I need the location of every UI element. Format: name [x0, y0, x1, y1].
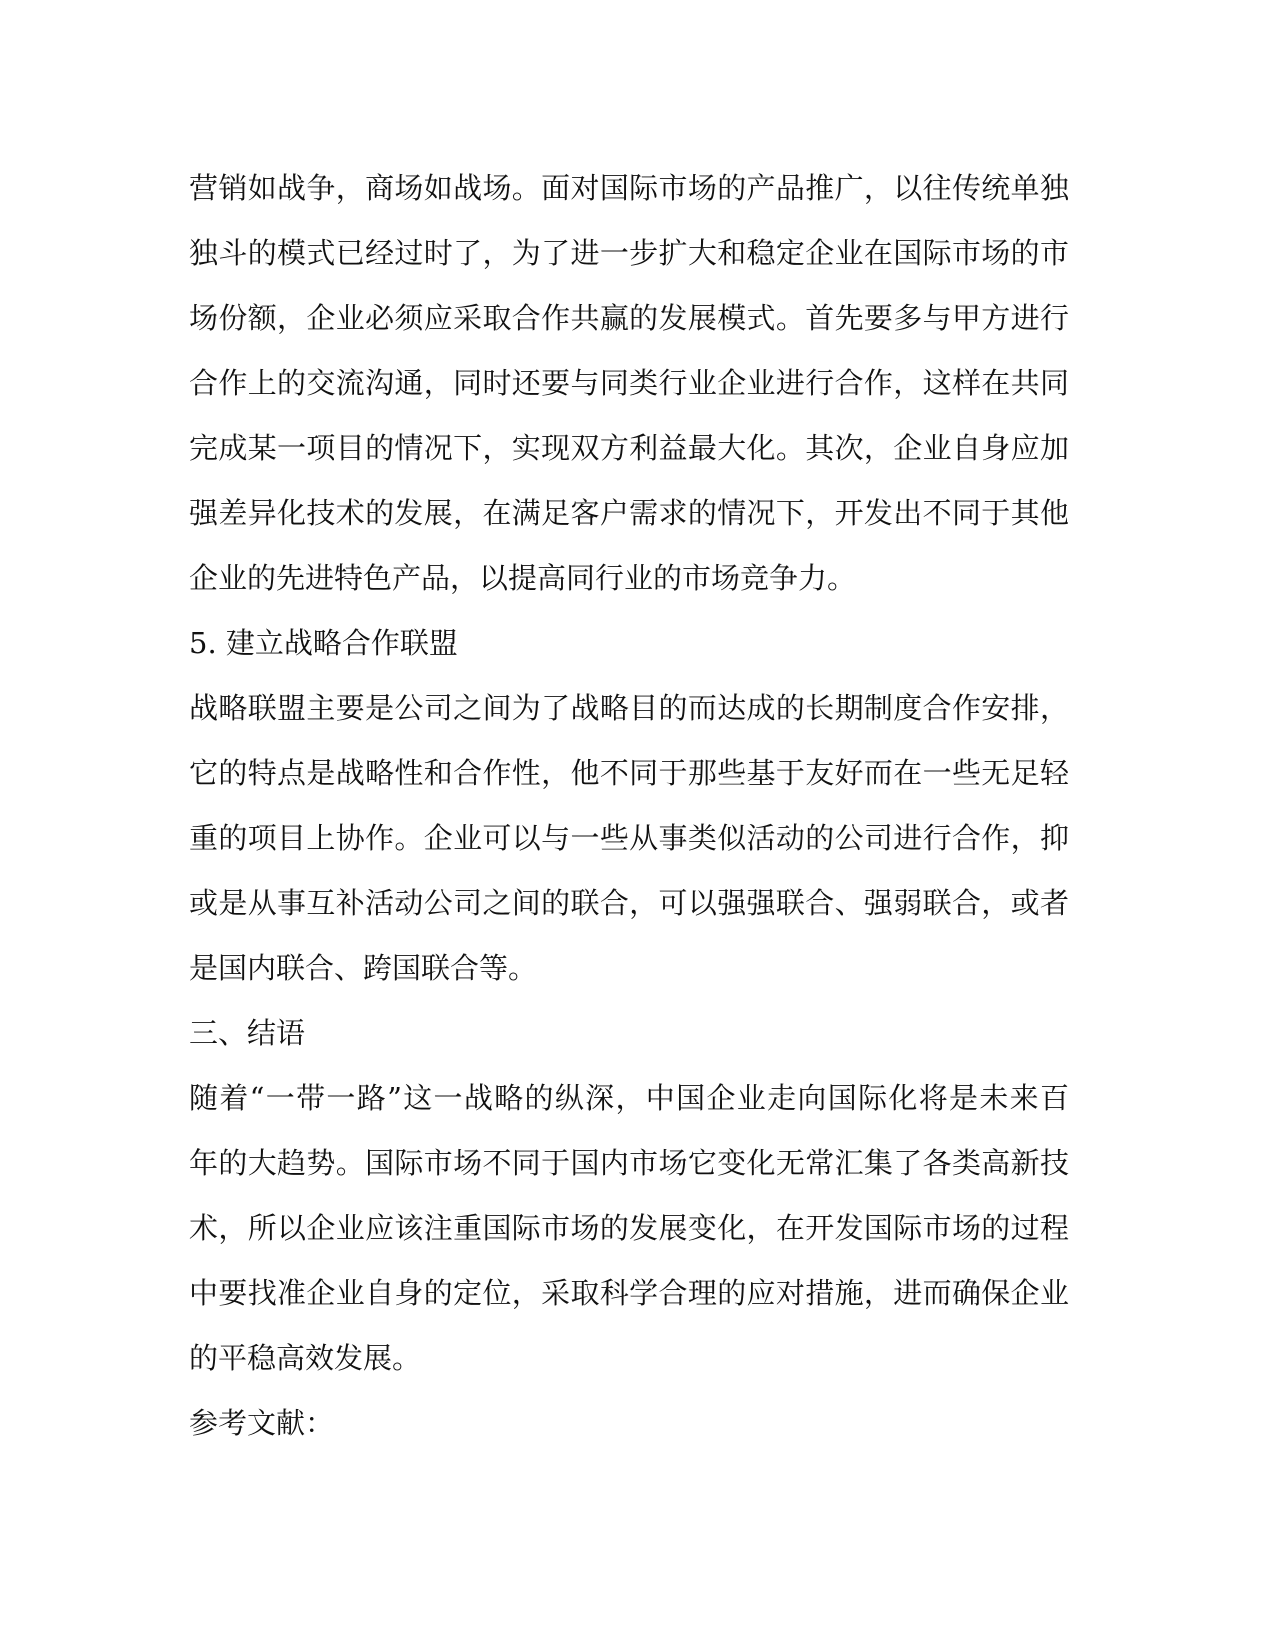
text-line: 合作上的交流沟通，同时还要与同类行业企业进行合作，这样在共同 — [189, 366, 1069, 400]
section-heading-5: 5. 建立战略合作联盟 — [189, 626, 458, 660]
section-heading-conclusion: 三、结语 — [189, 1016, 306, 1050]
text-line: 营销如战争，商场如战场。面对国际市场的产品推广，以往传统单独 — [189, 171, 1069, 205]
paragraph-conclusion — [189, 1066, 1069, 1391]
text-line: 独斗的模式已经过时了，为了进一步扩大和稳定企业在国际市场的市 — [189, 236, 1069, 270]
paragraph-cooperation — [189, 156, 1069, 611]
text-line: 年的大趋势。国际市场不同于国内市场它变化无常汇集了各类高新技 — [189, 1146, 1069, 1180]
text-line: 术，所以企业应该注重国际市场的发展变化，在开发国际市场的过程 — [189, 1211, 1069, 1245]
text-line: 或是从事互补活动公司之间的联合，可以强强联合、强弱联合，或者 — [189, 886, 1069, 920]
text-line: 重的项目上协作。企业可以与一些从事类似活动的公司进行合作，抑 — [189, 821, 1069, 855]
text-line: 它的特点是战略性和合作性，他不同于那些基于友好而在一些无足轻 — [189, 756, 1069, 790]
text-line: 随着“一带一路”这一战略的纵深，中国企业走向国际化将是未来百 — [189, 1081, 1069, 1115]
document-body — [189, 156, 1069, 1456]
text-line: 完成某一项目的情况下，实现双方利益最大化。其次，企业自身应加 — [189, 431, 1069, 465]
text-line: 是国内联合、跨国联合等。 — [189, 951, 538, 985]
text-line: 企业的先进特色产品，以提高同行业的市场竞争力。 — [189, 561, 857, 595]
text-line: 战略联盟主要是公司之间为了战略目的而达成的长期制度合作安排， — [189, 691, 1069, 725]
text-line: 中要找准企业自身的定位，采取科学合理的应对措施，进而确保企业 — [189, 1276, 1069, 1310]
text-line: 场份额，企业必须应采取合作共赢的发展模式。首先要多与甲方进行 — [189, 301, 1069, 335]
text-line: 强差异化技术的发展，在满足客户需求的情况下，开发出不同于其他 — [189, 496, 1069, 530]
paragraph-strategic-alliance — [189, 676, 1069, 1001]
references-heading: 参考文献： — [189, 1406, 335, 1440]
text-line: 的平稳高效发展。 — [189, 1341, 422, 1375]
